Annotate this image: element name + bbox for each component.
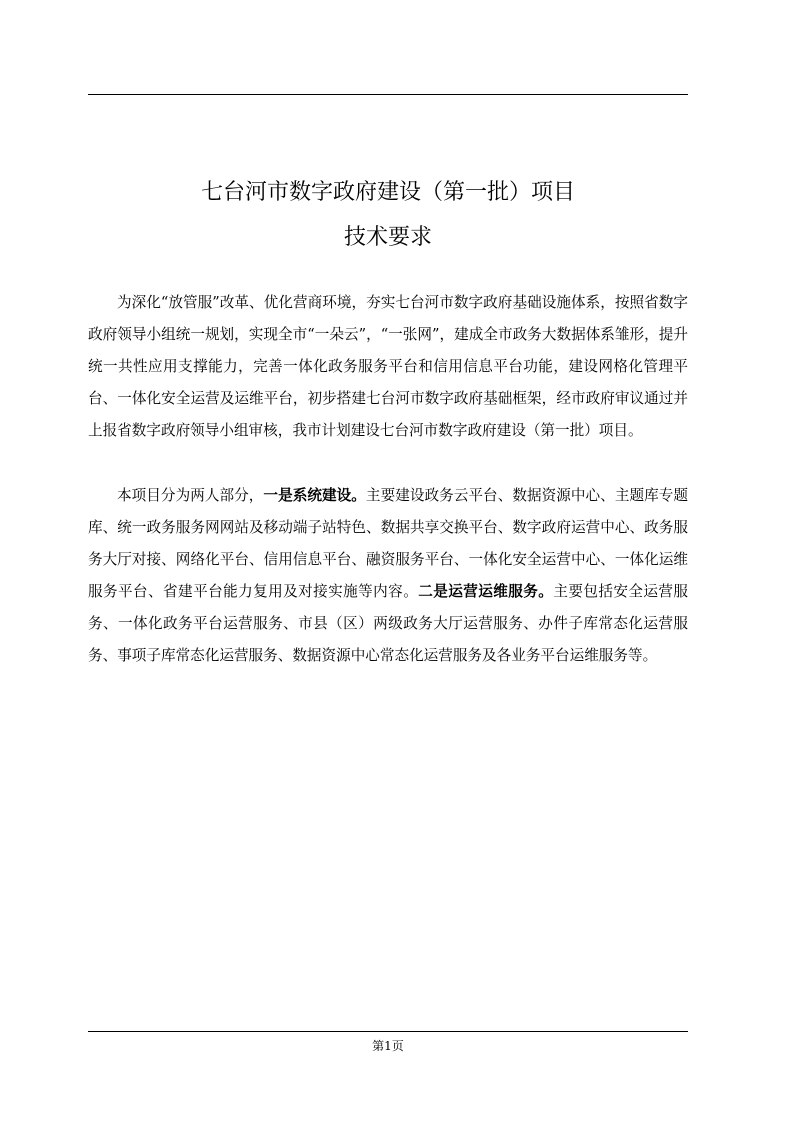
paragraph-2-operations-text: 主要包括安全运营服务、一体化政务平台运营服务、市县（区）两级政务大厅运营服务、办件子库常态化运营服务、事项子库常态化运营服务、数据资源中心常态化运营服务及各业务平台运维服务等。	[88, 583, 688, 665]
footer-rule	[88, 1031, 688, 1032]
paragraph-2-heading-operations: 二是运营运维服务。	[418, 583, 554, 601]
paragraph-2-heading-system: 一是系统建设。	[263, 487, 366, 504]
header-rule	[88, 94, 688, 95]
paragraph-2-intro: 本项目分为两人部分，	[117, 487, 264, 504]
page-number: 第1页	[372, 1039, 404, 1053]
paragraph-1: 为深化“放管服”改革、优化营商环境，夯实七台河市数字政府基础设施体系，按照省数字政府领导小组统一规划，实现全市“一朵云”，“一张网”，建成全市政务大数据体系雏形，提升统一共性应用支撑能力，完善一体化政务服务平台和信用信息平台功能，建设网格化管理平台、一体化安全运营及运维平台，初步搭建七台河市数字政府基础框架，经市政府审议通过并上报省数字政府领导小组审核，我市计划建设七台河市数字政府建设（第一批）项目。	[88, 294, 688, 440]
document-subtitle: 技术要求	[343, 225, 432, 250]
paragraph-1-block	[88, 287, 688, 447]
paragraph-2-system-text: 主要建设政务云平台、数据资源中心、主题库专题库、统一政务服务网网站及移动端子站特色、数据共享交换平台、数字政府运营中心、政务服务大厅对接、网络化平台、信用信息平台、融资服务平台、一体化安全运营中心、一体化运维服务平台、省建平台能力复用及对接实施等内容。	[88, 487, 688, 601]
document-title: 七台河市数字政府建设（第一批）项目	[200, 180, 575, 205]
paragraph-2-block	[88, 480, 688, 673]
paragraph-2	[88, 480, 688, 673]
